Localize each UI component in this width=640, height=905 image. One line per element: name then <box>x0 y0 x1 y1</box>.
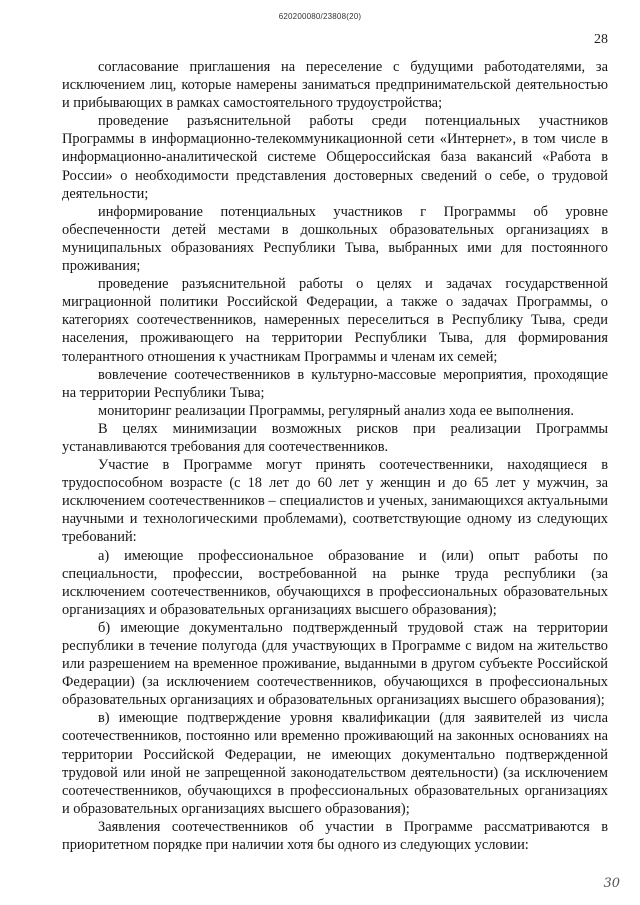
document-body <box>62 58 608 854</box>
paragraph: проведение разъяснительной работы о целях и задачах государственной миграционной политики Российской Федерации, а также о задачах Программы, о категориях соотечественников, намеренных переселиться в Республику Тыва, среди населения, проживающего на территории Республики Тыва, для формирования толерантного отношения к участникам Программы и членам их семей; <box>62 276 608 365</box>
paragraph: информирование потенциальных участников г Программы об уровне обеспеченности детей местами в дошкольных образовательных организациях в муниципальных образованиях Республики Тыва, выбранных ими для постоянного проживания; <box>62 203 608 275</box>
list-item: в) имеющие подтверждение уровня квалификации (для заявителей из числа соотечественников, постоянно или временно проживающий на законных основаниях на территории Российской Федерации, не имеющих документально подтвержденной трудовой или иной не запрещенной законодательством деятельности) (за исключением соотечественников, обучающихся в профессиональных образовательных организациях и образовательных организациях высшего образования); <box>62 710 608 817</box>
paragraph: В целях минимизации возможных рисков при реализации Программы устанавливаются требования для соотечественников. <box>62 420 608 455</box>
page-number: 28 <box>594 32 608 47</box>
document-code: 620200080/23808(20) <box>278 12 362 21</box>
handwritten-page-mark: 30 <box>603 876 620 891</box>
paragraph: вовлечение соотечественников в культурно-массовые мероприятия, проходящие на территории Республики Тыва; <box>62 366 608 401</box>
paragraph: мониторинг реализации Программы, регулярный анализ хода ее выполнения. <box>98 402 575 419</box>
list-item: б) имеющие документально подтвержденный трудовой стаж на территории республики в течение полугода (для участвующих в Программе с видом на жительство или разрешением на временное проживание, выданными в другом субъекте Российской Федерации) (за исключением соотечественников, обучающихся в профессиональных образовательных организациях и образовательных организациях высшего образования); <box>62 619 608 709</box>
paragraph: согласование приглашения на переселение с будущими работодателями, за исключением лиц, которые намерены заниматься предпринимательской деятельностью и прибывающих в рамках самостоятельного трудоустройства; <box>62 59 608 112</box>
paragraph: Участие в Программе могут принять соотечественники, находящиеся в трудоспособном возрасте (с 18 лет до 60 лет у женщин и до 65 лет у мужчин, за исключением соотечественников – специалистов и ученых, занимающихся актуальными научными и технологическими проблемами), соответствующие одному из следующих требований: <box>62 457 608 546</box>
paragraph: проведение разъяснительной работы среди потенциальных участников Программы в информационно-телекоммуникационной сети «Интернет», в том числе в информационно-аналитической системе Общероссийская база вакансий «Работа в России» о необходимости представления достоверных сведений о себе, о трудовой деятельности; <box>62 113 608 202</box>
paragraph: Заявления соотечественников об участии в Программе рассматриваются в приоритетном порядке при наличии хотя бы одного из следующих условии: <box>62 818 608 854</box>
list-item: а) имеющие профессиональное образование и (или) опыт работы по специальности, профессии, востребованной на рынке труда республики (за исключением соотечественников, обучающихся в профессиональных образовательных организациях и образовательных организациях высшего образования); <box>62 547 608 618</box>
